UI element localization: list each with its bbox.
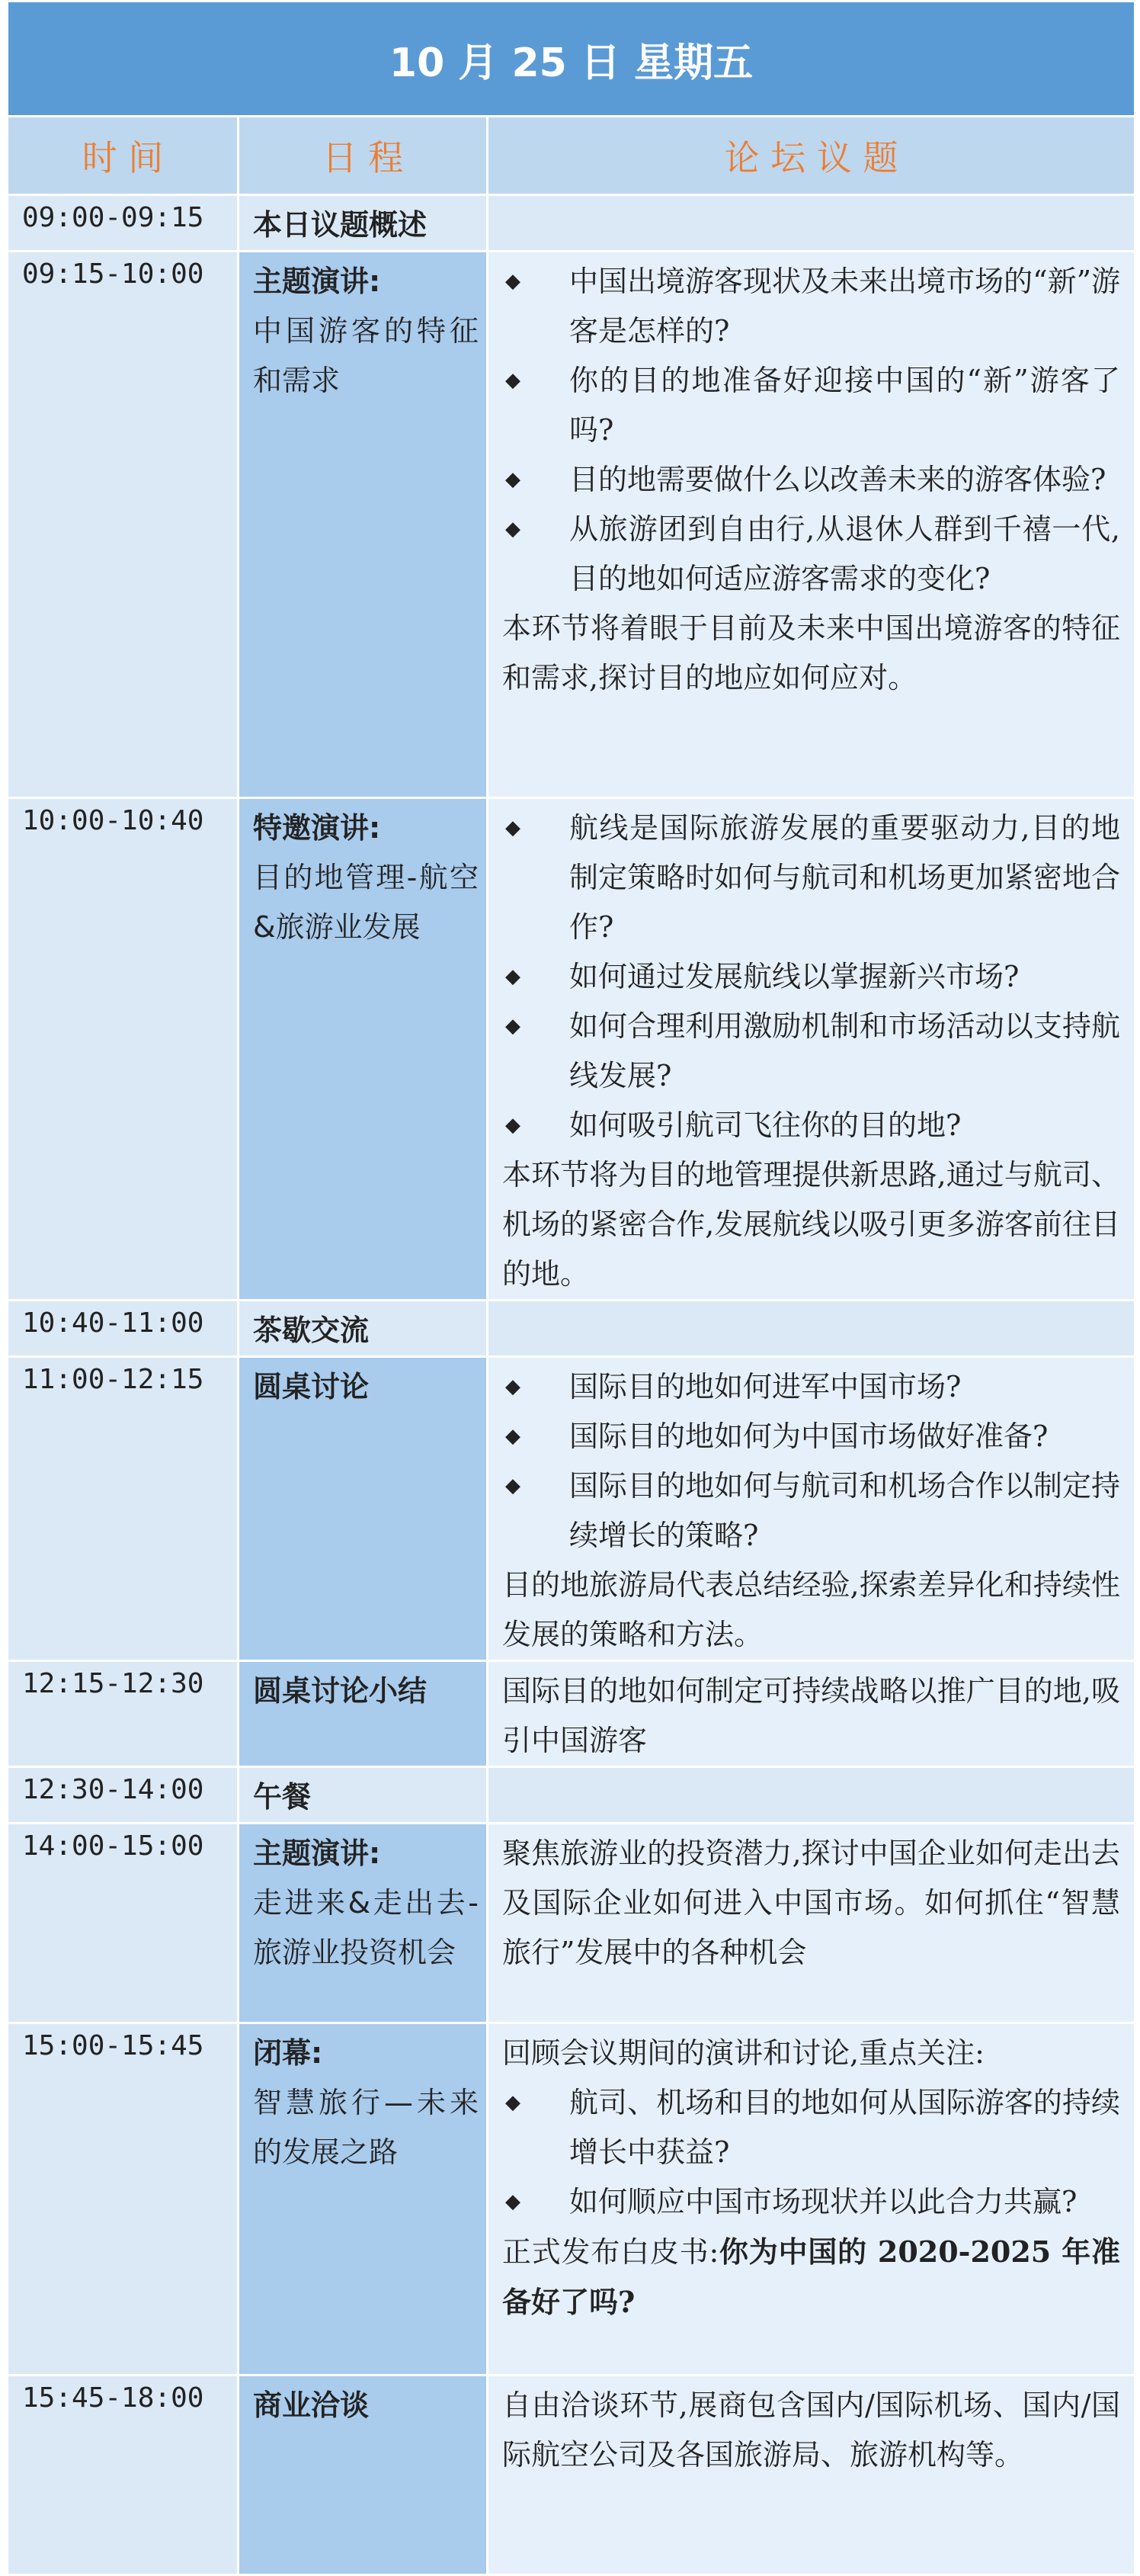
diamond-bullet-icon: ◆ xyxy=(505,2190,520,2213)
schedule-row xyxy=(8,2023,1135,2376)
session-cell xyxy=(239,2376,488,2575)
schedule-row xyxy=(8,1824,1135,2023)
topic-bullet-item xyxy=(502,952,1120,1002)
session-cell xyxy=(239,798,488,1301)
diamond-bullet-icon: ◆ xyxy=(505,518,520,541)
schedule-row xyxy=(8,1767,1135,1824)
topic-cell xyxy=(488,1357,1135,1661)
paragraph-text: 自由洽谈环节,展商包含国内/国际机场、国内/国际航空公司及各国旅游局、旅游机构等。 xyxy=(502,2388,1121,2472)
topic-cell xyxy=(488,195,1135,252)
session-title: 圆桌讨论 xyxy=(253,1370,370,1403)
topic-bullet-item xyxy=(502,1461,1120,1561)
diamond-bullet-icon: ◆ xyxy=(505,1114,520,1137)
session-title: 本日议题概述 xyxy=(253,208,428,242)
bullet-text: 航线是国际旅游发展的重要驱动力,目的地制定策略时如何与航司和机场更加紧密地合作? xyxy=(569,811,1121,944)
diamond-bullet-icon: ◆ xyxy=(505,2091,520,2114)
paragraph-text: 本环节将着眼于目前及未来中国出境游客的特征和需求,探讨目的地应如何应对。 xyxy=(502,611,1121,695)
schedule-row xyxy=(8,798,1135,1301)
time-cell: 09:15-10:00 xyxy=(8,252,239,798)
topic-cell xyxy=(488,1824,1135,2023)
time-cell: 12:15-12:30 xyxy=(8,1661,239,1767)
topic-paragraph xyxy=(502,2227,1120,2327)
topic-paragraph xyxy=(502,604,1120,703)
session-cell xyxy=(239,252,488,798)
time-cell: 10:00-10:40 xyxy=(8,798,239,1301)
paragraph-text: 正式发布白皮书: xyxy=(502,2235,719,2269)
schedule-row xyxy=(8,1301,1135,1357)
topic-paragraph xyxy=(502,1829,1120,1978)
session-title: 圆桌讨论小结 xyxy=(253,1674,428,1708)
topic-bullet-item xyxy=(502,1002,1120,1101)
paragraph-text: 目的地旅游局代表总结经验,探索差异化和持续性发展的策略和方法。 xyxy=(502,1568,1121,1651)
time-cell: 15:00-15:45 xyxy=(8,2023,239,2376)
bullet-text: 从旅游团到自由行,从退休人群到千禧一代,目的地如何适应游客需求的变化? xyxy=(569,512,1121,595)
bullet-text: 如何顺应中国市场现状并以此合力共赢? xyxy=(569,2185,1078,2218)
topic-bullet-item xyxy=(502,257,1120,356)
session-title: 主题演讲: xyxy=(253,265,381,298)
session-title: 商业洽谈 xyxy=(253,2388,370,2422)
time-cell: 10:40-11:00 xyxy=(8,1301,239,1357)
topic-cell xyxy=(488,1767,1135,1824)
topic-bullet-item xyxy=(502,2177,1120,2227)
bullet-text: 国际目的地如何进军中国市场? xyxy=(569,1370,962,1403)
topic-bullet-item xyxy=(502,1412,1120,1461)
time-cell: 12:30-14:00 xyxy=(8,1767,239,1824)
paragraph-bold-text: 你为中国的 2020-2025 年准备好了吗? xyxy=(502,2234,1121,2319)
bullet-text: 如何通过发展航线以掌握新兴市场? xyxy=(569,960,1020,993)
session-title: 午餐 xyxy=(253,1780,312,1814)
session-cell xyxy=(239,1824,488,2023)
header-topic: 论 坛 议 题 xyxy=(488,117,1135,195)
schedule-row xyxy=(8,1357,1135,1661)
bullet-text: 中国出境游客现状及未来出境市场的“新”游客是怎样的? xyxy=(569,265,1121,348)
diamond-bullet-icon: ◆ xyxy=(505,1474,520,1497)
topic-bullet-item xyxy=(502,356,1120,455)
topic-intro: 回顾会议期间的演讲和讨论,重点关注: xyxy=(502,2036,985,2070)
session-title: 闭幕: xyxy=(253,2036,323,2070)
paragraph-text: 国际目的地如何制定可持续战略以推广目的地,吸引中国游客 xyxy=(502,1674,1121,1757)
diamond-bullet-icon: ◆ xyxy=(505,468,520,491)
session-cell xyxy=(239,1767,488,1824)
topic-paragraph xyxy=(502,1150,1120,1299)
topic-bullet-item xyxy=(502,1362,1120,1412)
topic-cell xyxy=(488,1301,1135,1357)
topic-paragraph xyxy=(502,1561,1120,1660)
topic-paragraph xyxy=(502,2381,1120,2480)
bullet-text: 目的地需要做什么以改善未来的游客体验? xyxy=(569,463,1106,496)
schedule-row xyxy=(8,1661,1135,1767)
session-title: 主题演讲: xyxy=(253,1837,381,1870)
diamond-bullet-icon: ◆ xyxy=(505,1375,520,1398)
bullet-text: 国际目的地如何为中国市场做好准备? xyxy=(569,1420,1049,1453)
bullet-text: 航司、机场和目的地如何从国际游客的持续增长中获益? xyxy=(569,2086,1121,2169)
time-cell: 11:00-12:15 xyxy=(8,1357,239,1661)
paragraph-text: 聚焦旅游业的投资潜力,探讨中国企业如何走出去及国际企业如何进入中国市场。如何抓住“智慧旅行”发展中的各种机会 xyxy=(502,1837,1121,1969)
time-cell: 14:00-15:00 xyxy=(8,1824,239,2023)
schedule-row xyxy=(8,2376,1135,2575)
time-cell: 09:00-09:15 xyxy=(8,195,239,252)
paragraph-text: 本环节将为目的地管理提供新思路,通过与航司、机场的紧密合作,发展航线以吸引更多游客前往目的地。 xyxy=(502,1158,1121,1291)
schedule-table xyxy=(6,0,1136,2576)
diamond-bullet-icon: ◆ xyxy=(505,1425,520,1448)
session-cell xyxy=(239,1357,488,1661)
session-subtitle: 智慧旅行—未来的发展之路 xyxy=(253,2086,479,2169)
bullet-text: 国际目的地如何与航司和机场合作以制定持续增长的策略? xyxy=(569,1469,1121,1552)
diamond-bullet-icon: ◆ xyxy=(505,369,520,392)
diamond-bullet-icon: ◆ xyxy=(505,965,520,988)
session-title: 茶歇交流 xyxy=(253,1314,370,1347)
topic-cell xyxy=(488,1661,1135,1767)
topic-cell xyxy=(488,252,1135,798)
topic-cell xyxy=(488,798,1135,1301)
topic-bullet-item xyxy=(502,505,1120,604)
title-row xyxy=(8,2,1135,117)
session-title: 特邀演讲: xyxy=(253,811,381,845)
topic-bullet-item xyxy=(502,804,1120,952)
diamond-bullet-icon: ◆ xyxy=(505,270,520,293)
topic-bullet-item xyxy=(502,1101,1120,1150)
schedule-row xyxy=(8,252,1135,798)
bullet-text: 如何合理利用激励机制和市场活动以支持航线发展? xyxy=(569,1009,1121,1092)
session-cell xyxy=(239,1661,488,1767)
diamond-bullet-icon: ◆ xyxy=(505,816,520,839)
diamond-bullet-icon: ◆ xyxy=(505,1015,520,1038)
time-cell: 15:45-18:00 xyxy=(8,2376,239,2575)
topic-cell xyxy=(488,2376,1135,2575)
session-cell xyxy=(239,2023,488,2376)
session-cell xyxy=(239,1301,488,1357)
bullet-text: 你的目的地准备好迎接中国的“新”游客了吗? xyxy=(569,364,1121,447)
session-subtitle: 中国游客的特征和需求 xyxy=(253,314,479,397)
session-subtitle: 走进来&走出去-旅游业投资机会 xyxy=(253,1886,479,1969)
topic-paragraph xyxy=(502,1667,1120,1766)
header-time: 时 间 xyxy=(8,117,239,195)
topic-bullet-item xyxy=(502,455,1120,505)
session-subtitle: 目的地管理-航空&旅游业发展 xyxy=(253,861,479,944)
schedule-row xyxy=(8,195,1135,252)
topic-bullet-item xyxy=(502,2078,1120,2177)
topic-cell xyxy=(488,2023,1135,2376)
bullet-text: 如何吸引航司飞往你的目的地? xyxy=(569,1108,962,1142)
header-row xyxy=(8,117,1135,195)
page-title: 10 月 25 日 星期五 xyxy=(8,2,1135,117)
header-agenda: 日 程 xyxy=(239,117,488,195)
session-cell xyxy=(239,195,488,252)
